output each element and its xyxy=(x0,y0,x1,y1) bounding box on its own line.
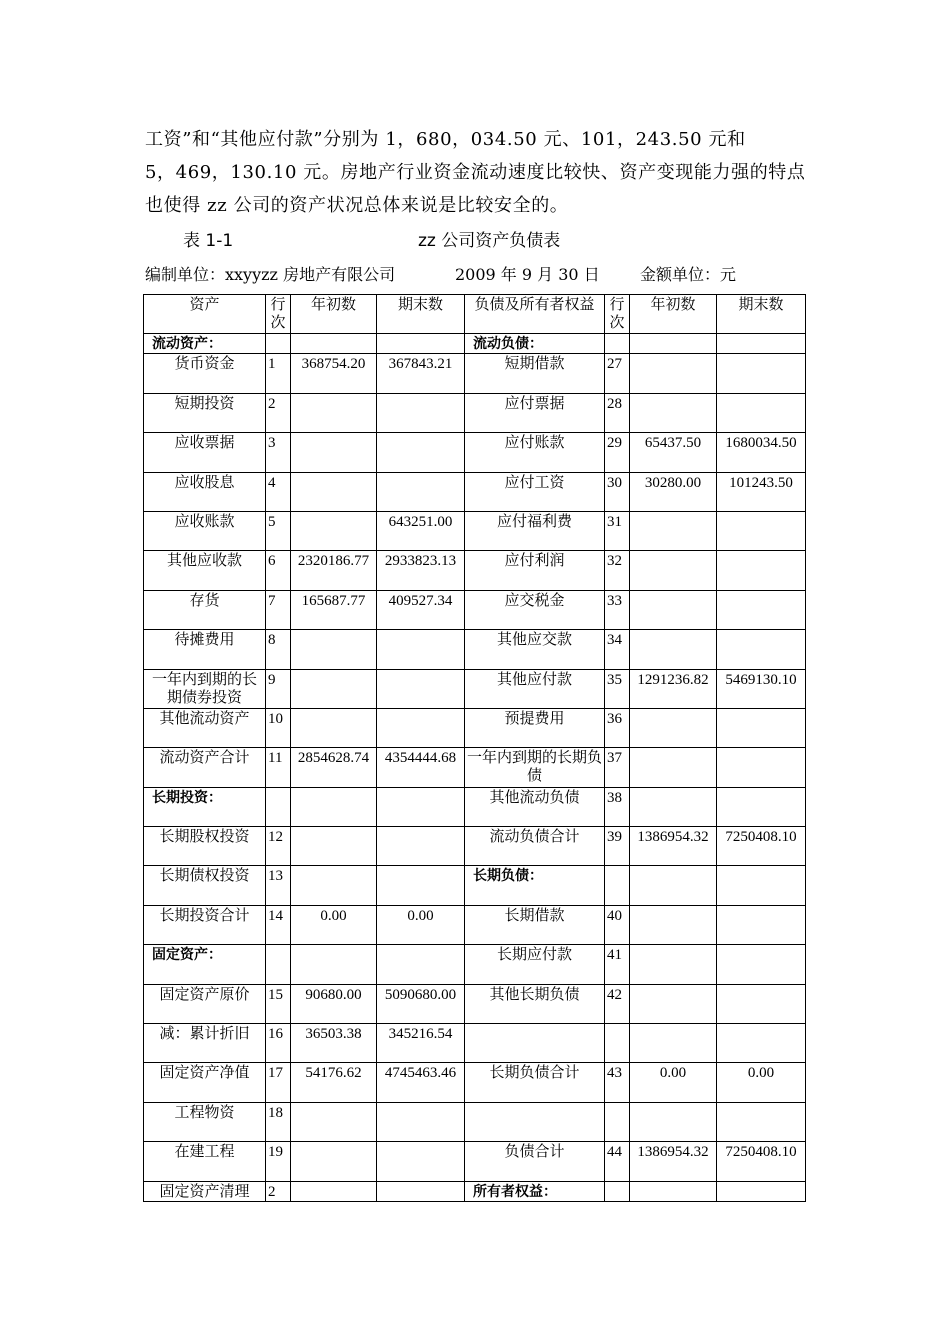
table-row xyxy=(144,708,806,747)
table-cell: 应付福利费 xyxy=(465,511,605,550)
table-cell xyxy=(465,1024,605,1063)
table-row xyxy=(144,511,806,550)
table-cell xyxy=(291,1181,377,1201)
balance-sheet-table xyxy=(143,294,806,1202)
table-cell: 30 xyxy=(605,472,630,511)
preparing-unit: 编制单位：xxyyzz 房地产有限公司 xyxy=(145,265,396,284)
table-cell: 5090680.00 xyxy=(377,984,465,1023)
table-cell: 长期债权投资 xyxy=(144,866,266,905)
table-cell xyxy=(630,393,717,432)
table-cell: 应交税金 xyxy=(465,590,605,629)
table-cell: 流动资产： xyxy=(144,334,266,354)
table-cell xyxy=(630,551,717,590)
table-cell: 长期投资： xyxy=(144,787,266,826)
table-cell: 货币资金 xyxy=(144,354,266,393)
table-cell: 37 xyxy=(605,748,630,787)
table-cell: 减：累计折旧 xyxy=(144,1024,266,1063)
report-date: 2009 年 9 月 30 日 xyxy=(455,265,600,284)
table-cell: 2320186.77 xyxy=(291,551,377,590)
table-cell: 2933823.13 xyxy=(377,551,465,590)
table-cell: 367843.21 xyxy=(377,354,465,393)
table-cell xyxy=(717,590,806,629)
table-cell: 其他流动资产 xyxy=(144,708,266,747)
table-cell: 16 xyxy=(266,1024,291,1063)
table-cell: 39 xyxy=(605,827,630,866)
table-cell: 165687.77 xyxy=(291,590,377,629)
table-cell xyxy=(717,1181,806,1201)
table-cell: 17 xyxy=(266,1063,291,1102)
table-cell: 36503.38 xyxy=(291,1024,377,1063)
table-row xyxy=(144,945,806,984)
table-cell: 流动负债： xyxy=(465,334,605,354)
header-cell: 负债及所有者权益 xyxy=(465,295,605,334)
table-row xyxy=(144,827,806,866)
table-cell: 应收账款 xyxy=(144,511,266,550)
table-cell: 2 xyxy=(266,1181,291,1201)
table-cell: 固定资产清理 xyxy=(144,1181,266,1201)
table-cell: 0.00 xyxy=(377,905,465,944)
table-cell xyxy=(630,945,717,984)
table-cell xyxy=(377,1142,465,1181)
table-cell xyxy=(377,1102,465,1141)
table-cell: 4354444.68 xyxy=(377,748,465,787)
table-cell xyxy=(291,1142,377,1181)
table-cell xyxy=(377,472,465,511)
table-cell xyxy=(630,1102,717,1141)
table-cell: 7250408.10 xyxy=(717,827,806,866)
table-cell: 32 xyxy=(605,551,630,590)
table-cell xyxy=(630,748,717,787)
header-cell: 年初数 xyxy=(630,295,717,334)
table-cell xyxy=(717,945,806,984)
header-cell: 行次 xyxy=(266,295,291,334)
table-cell xyxy=(291,334,377,354)
table-cell xyxy=(377,945,465,984)
table-cell: 待摊费用 xyxy=(144,630,266,669)
table-cell: 6 xyxy=(266,551,291,590)
table-cell xyxy=(266,787,291,826)
table-cell xyxy=(266,945,291,984)
table-row xyxy=(144,669,806,708)
table-cell xyxy=(630,334,717,354)
table-caption xyxy=(183,226,663,254)
table-meta xyxy=(145,262,810,286)
table-cell: 其他应交款 xyxy=(465,630,605,669)
table-cell xyxy=(377,827,465,866)
table-title: zz 公司资产负债表 xyxy=(418,231,561,251)
table-cell xyxy=(717,511,806,550)
table-cell: 1680034.50 xyxy=(717,433,806,472)
table-cell xyxy=(630,1181,717,1201)
table-cell: 固定资产原价 xyxy=(144,984,266,1023)
table-cell: 流动负债合计 xyxy=(465,827,605,866)
table-cell: 短期投资 xyxy=(144,393,266,432)
table-cell: 1386954.32 xyxy=(630,1142,717,1181)
table-row xyxy=(144,393,806,432)
table-cell xyxy=(717,630,806,669)
table-cell: 应收股息 xyxy=(144,472,266,511)
table-cell: 42 xyxy=(605,984,630,1023)
table-cell: 13 xyxy=(266,866,291,905)
table-cell: 35 xyxy=(605,669,630,708)
header-cell: 年初数 xyxy=(291,295,377,334)
table-cell: 工程物资 xyxy=(144,1102,266,1141)
table-cell: 其他应付款 xyxy=(465,669,605,708)
table-cell: 7 xyxy=(266,590,291,629)
table-cell: 短期借款 xyxy=(465,354,605,393)
table-row xyxy=(144,472,806,511)
table-cell xyxy=(291,708,377,747)
table-cell: 29 xyxy=(605,433,630,472)
table-cell: 44 xyxy=(605,1142,630,1181)
table-cell: 14 xyxy=(266,905,291,944)
table-cell xyxy=(291,787,377,826)
table-cell xyxy=(377,708,465,747)
currency-unit: 金额单位：元 xyxy=(640,265,737,284)
table-cell xyxy=(630,866,717,905)
table-cell: 1 xyxy=(266,354,291,393)
table-row xyxy=(144,354,806,393)
table-cell xyxy=(630,984,717,1023)
table-row xyxy=(144,1063,806,1102)
table-cell xyxy=(630,787,717,826)
table-cell: 1291236.82 xyxy=(630,669,717,708)
table-cell xyxy=(291,669,377,708)
table-cell: 长期投资合计 xyxy=(144,905,266,944)
table-row xyxy=(144,866,806,905)
header-cell: 资产 xyxy=(144,295,266,334)
table-cell xyxy=(630,354,717,393)
table-cell xyxy=(377,866,465,905)
table-cell: 应付利润 xyxy=(465,551,605,590)
table-cell: 固定资产： xyxy=(144,945,266,984)
table-cell: 9 xyxy=(266,669,291,708)
table-cell: 41 xyxy=(605,945,630,984)
table-cell: 11 xyxy=(266,748,291,787)
table-number: 表 1-1 xyxy=(183,231,234,251)
table-cell xyxy=(717,393,806,432)
table-cell xyxy=(605,1102,630,1141)
table-cell xyxy=(630,590,717,629)
table-cell: 应付票据 xyxy=(465,393,605,432)
header-cell: 期末数 xyxy=(377,295,465,334)
table-cell xyxy=(377,787,465,826)
table-cell: 10 xyxy=(266,708,291,747)
table-cell xyxy=(717,984,806,1023)
table-cell: 固定资产净值 xyxy=(144,1063,266,1102)
table-cell xyxy=(465,1102,605,1141)
table-cell xyxy=(291,472,377,511)
table-cell: 33 xyxy=(605,590,630,629)
table-cell: 4745463.46 xyxy=(377,1063,465,1102)
table-cell: 2854628.74 xyxy=(291,748,377,787)
table-cell: 643251.00 xyxy=(377,511,465,550)
table-cell xyxy=(291,827,377,866)
table-cell xyxy=(630,630,717,669)
table-row xyxy=(144,748,806,787)
table-cell: 流动资产合计 xyxy=(144,748,266,787)
table-row xyxy=(144,590,806,629)
table-cell: 8 xyxy=(266,630,291,669)
table-cell: 409527.34 xyxy=(377,590,465,629)
table-cell xyxy=(291,511,377,550)
table-row xyxy=(144,551,806,590)
paragraph-line: 5，469，130.10 元。房地产行业资金流动速度比较快、资产变现能力强的特点 xyxy=(145,162,806,183)
table-cell xyxy=(717,354,806,393)
table-cell: 34 xyxy=(605,630,630,669)
table-cell: 36 xyxy=(605,708,630,747)
table-cell: 368754.20 xyxy=(291,354,377,393)
table-cell xyxy=(630,1024,717,1063)
table-cell: 长期负债： xyxy=(465,866,605,905)
table-row xyxy=(144,984,806,1023)
table-cell: 负债合计 xyxy=(465,1142,605,1181)
table-cell xyxy=(291,433,377,472)
intro-paragraph xyxy=(145,123,810,222)
table-cell: 0.00 xyxy=(291,905,377,944)
table-cell xyxy=(377,433,465,472)
table-cell xyxy=(377,630,465,669)
table-cell: 65437.50 xyxy=(630,433,717,472)
table-cell xyxy=(717,905,806,944)
table-cell xyxy=(717,1024,806,1063)
table-cell xyxy=(605,334,630,354)
paragraph-line: 也使得 zz 公司的资产状况总体来说是比较安全的。 xyxy=(145,195,569,216)
table-cell xyxy=(717,551,806,590)
table-cell xyxy=(291,945,377,984)
table-cell: 4 xyxy=(266,472,291,511)
table-cell: 长期股权投资 xyxy=(144,827,266,866)
table-cell: 预提费用 xyxy=(465,708,605,747)
table-cell: 15 xyxy=(266,984,291,1023)
table-cell xyxy=(717,748,806,787)
table-cell xyxy=(630,905,717,944)
table-cell: 28 xyxy=(605,393,630,432)
table-row xyxy=(144,630,806,669)
table-cell xyxy=(717,708,806,747)
table-row xyxy=(144,1102,806,1141)
table-cell: 30280.00 xyxy=(630,472,717,511)
table-cell xyxy=(630,511,717,550)
table-cell: 43 xyxy=(605,1063,630,1102)
table-cell: 在建工程 xyxy=(144,1142,266,1181)
table-header-row xyxy=(144,295,806,334)
table-cell: 存货 xyxy=(144,590,266,629)
table-cell: 3 xyxy=(266,433,291,472)
table-cell: 应付工资 xyxy=(465,472,605,511)
table-cell: 90680.00 xyxy=(291,984,377,1023)
table-cell: 其他应收款 xyxy=(144,551,266,590)
table-cell: 40 xyxy=(605,905,630,944)
table-cell: 一年内到期的长期债券投资 xyxy=(144,669,266,708)
table-row xyxy=(144,1142,806,1181)
table-cell: 5 xyxy=(266,511,291,550)
table-cell: 一年内到期的长期负债 xyxy=(465,748,605,787)
table-cell: 54176.62 xyxy=(291,1063,377,1102)
table-cell: 长期负债合计 xyxy=(465,1063,605,1102)
table-cell: 0.00 xyxy=(630,1063,717,1102)
table-cell: 31 xyxy=(605,511,630,550)
table-cell: 1386954.32 xyxy=(630,827,717,866)
table-cell xyxy=(291,866,377,905)
table-cell: 应收票据 xyxy=(144,433,266,472)
table-cell xyxy=(717,1102,806,1141)
table-cell: 19 xyxy=(266,1142,291,1181)
table-cell: 长期借款 xyxy=(465,905,605,944)
table-cell xyxy=(605,1024,630,1063)
table-cell xyxy=(630,708,717,747)
table-row xyxy=(144,433,806,472)
table-cell xyxy=(291,630,377,669)
table-cell: 12 xyxy=(266,827,291,866)
table-cell xyxy=(377,669,465,708)
table-cell: 其他流动负债 xyxy=(465,787,605,826)
table-row xyxy=(144,334,806,354)
table-cell xyxy=(377,1181,465,1201)
table-cell: 应付账款 xyxy=(465,433,605,472)
table-cell: 27 xyxy=(605,354,630,393)
table-cell: 101243.50 xyxy=(717,472,806,511)
table-cell xyxy=(717,334,806,354)
table-cell xyxy=(266,334,291,354)
table-cell xyxy=(605,1181,630,1201)
table-cell xyxy=(717,787,806,826)
table-cell xyxy=(605,866,630,905)
table-row xyxy=(144,1181,806,1201)
table-cell: 长期应付款 xyxy=(465,945,605,984)
paragraph-line: 工资”和“其他应付款”分别为 1，680，034.50 元、101，243.50 元和 xyxy=(145,129,746,150)
table-cell: 345216.54 xyxy=(377,1024,465,1063)
table-row xyxy=(144,1024,806,1063)
table-row xyxy=(144,905,806,944)
header-cell: 行次 xyxy=(605,295,630,334)
header-cell: 期末数 xyxy=(717,295,806,334)
table-row xyxy=(144,787,806,826)
table-cell xyxy=(291,393,377,432)
table-cell xyxy=(377,393,465,432)
table-cell xyxy=(717,866,806,905)
table-cell: 2 xyxy=(266,393,291,432)
table-cell: 18 xyxy=(266,1102,291,1141)
table-cell xyxy=(377,334,465,354)
table-cell xyxy=(291,1102,377,1141)
table-cell: 所有者权益： xyxy=(465,1181,605,1201)
table-cell: 其他长期负债 xyxy=(465,984,605,1023)
table-cell: 38 xyxy=(605,787,630,826)
table-cell: 7250408.10 xyxy=(717,1142,806,1181)
table-cell: 5469130.10 xyxy=(717,669,806,708)
table-cell: 0.00 xyxy=(717,1063,806,1102)
